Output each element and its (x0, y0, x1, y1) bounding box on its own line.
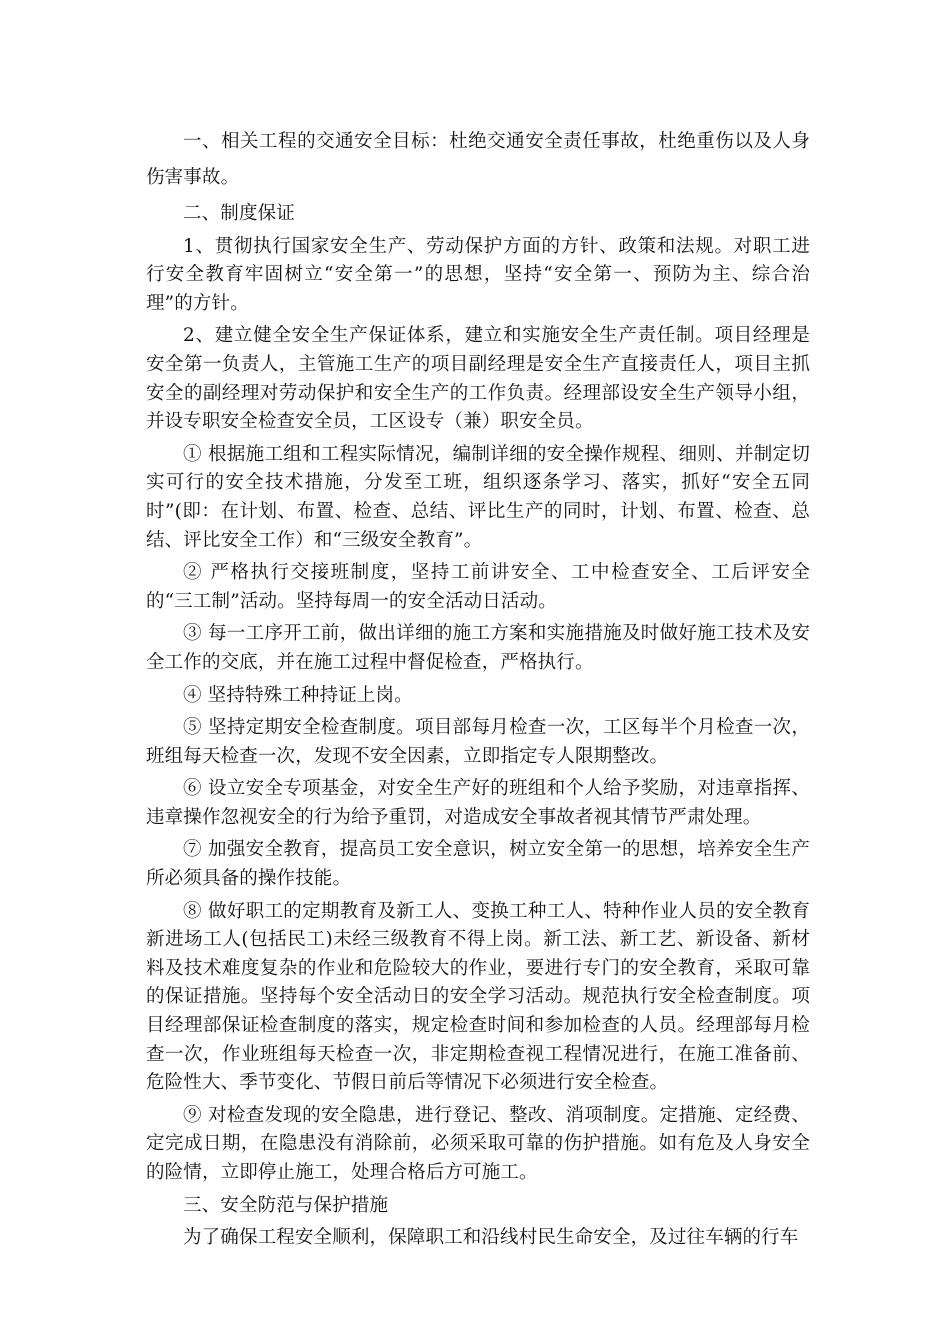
paragraph-circled-4: ④ 坚持特殊工种持证上岗。 (183, 684, 413, 706)
paragraph-safety-measures-intro: 为了确保工程安全顺利，保障职工和沿线村民生命安全，及过往车辆的行车 (183, 1227, 799, 1249)
paragraph-circled-5: ⑤ 坚持定期安全检查制度。项目部每月检查一次，工区每半个月检查一次，班组每天检查一次，发现不安全因素，立即指定专人限期整改。 (146, 717, 810, 767)
paragraph-item-2: 2、建立健全安全生产保证体系，建立和实施安全生产责任制。项目经理是安全第一负责人，主管施工生产的项目副经理是安全生产直接责任人，项目主抓安全的副经理对劳动保护和安全生产的工作负责。经理部设安全生产领导小组，并设专职安全检查安全员，工区设专（兼）职安全员。 (146, 325, 810, 433)
paragraph-circled-1: ① 根据施工组和工程实际情况，编制详细的安全操作规程、细则、并制定切实可行的安全技术措施，分发至工班，组织逐条学习、落实，抓好“安全五同时”(即：在计划、布置、检查、总结、评比生产的同时，计划、布置、检查、总结、评比安全工作）和“三级安全教育”。 (146, 443, 810, 551)
section-heading-safety-measures: 三、安全防范与保护措施 (183, 1194, 389, 1216)
document-page (146, 124, 810, 1253)
section-heading-system-guarantee: 二、制度保证 (183, 203, 295, 224)
paragraph-circled-2: ② 严格执行交接班制度，坚持工前讲安全、工中检查安全、工后评安全的“三工制”活动。坚持每周一的安全活动日活动。 (146, 562, 810, 612)
paragraph-circled-9: ⑨ 对检查发现的安全隐患，进行登记、整改、消项制度。定措施、定经费、定完成日期，在隐患没有消除前，必须采取可靠的伤护措施。如有危及人身安全的险情，立即停止施工，处理合格后方可施工。 (146, 1104, 810, 1183)
paragraph-circled-6: ⑥ 设立安全专项基金，对安全生产好的班组和个人给予奖励，对违章指挥、违章操作忽视安全的行为给予重罚，对造成安全事故者视其情节严肃处理。 (146, 778, 810, 828)
safety-goal-paragraph: 一、相关工程的交通安全目标：杜绝交通安全责任事故，杜绝重伤以及人身伤害事故。 (146, 131, 810, 188)
paragraph-circled-8: ⑧ 做好职工的定期教育及新工人、变换工种工人、特种作业人员的安全教育新进场工人(包括民工)未经三级教育不得上岗。新工法、新工艺、新设备、新材料及技术难度复杂的作业和危险较大的作业，要进行专门的安全教育，采取可靠的保证措施。坚持每个安全活动日的安全学习活动。规范执行安全检查制度。项目经理部保证检查制度的落实，规定检查时间和参加检查的人员。经理部每月检查一次，作业班组每天检查一次，非定期检查视工程情况进行，在施工准备前、危险性大、季节变化、节假日前后等情况下必须进行安全检查。 (146, 900, 810, 1094)
paragraph-item-1: 1、贯彻执行国家安全生产、劳动保护方面的方针、政策和法规。对职工进行安全教育牢固树立“安全第一”的思想，坚持“安全第一、预防为主、综合治理”的方针。 (146, 235, 810, 314)
paragraph-circled-7: ⑦ 加强安全教育，提高员工安全意识，树立安全第一的思想，培养安全生产所必须具备的操作技能。 (146, 839, 810, 890)
paragraph-circled-3: ③ 每一工序开工前，做出详细的施工方案和实施措施及时做好施工技术及安全工作的交底，并在施工过程中督促检查，严格执行。 (146, 623, 810, 673)
